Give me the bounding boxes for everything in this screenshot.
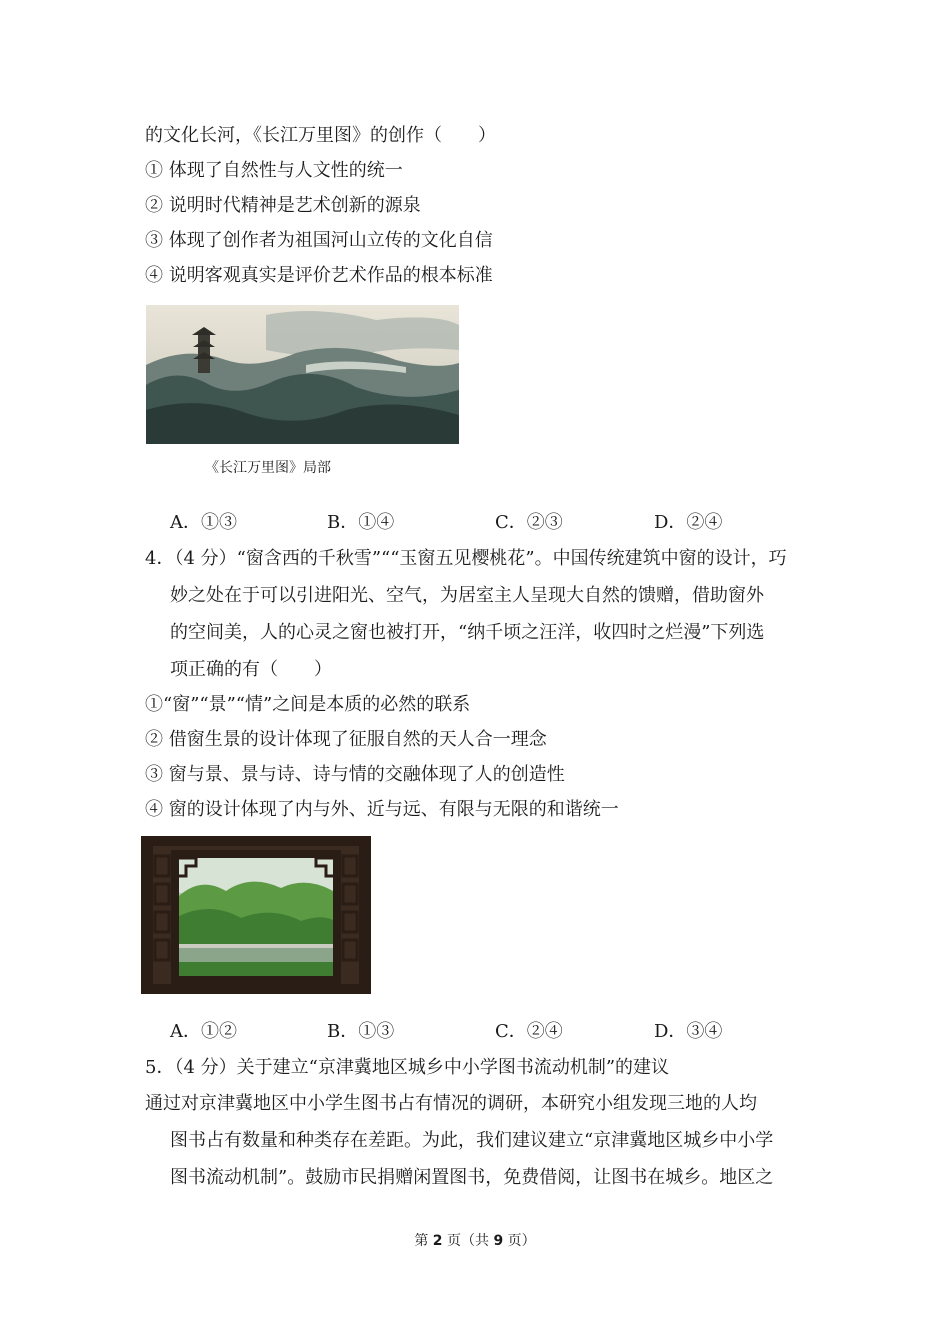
footer-pre: 第: [414, 1233, 429, 1249]
q3-option-b[interactable]: B．①④: [327, 512, 395, 533]
q4-item-3: ③ 窗与景、景与诗、诗与情的交融体现了人的创造性: [145, 764, 565, 785]
q3-option-d[interactable]: D．②④: [654, 512, 723, 533]
q3-item-1: ① 体现了自然性与人文性的统一: [145, 160, 403, 181]
q4-item-2: ② 借窗生景的设计体现了征服自然的天人合一理念: [145, 729, 547, 750]
q4-option-b[interactable]: B．①③: [327, 1021, 395, 1042]
page-footer: [0, 1230, 950, 1250]
q3-item-2: ② 说明时代精神是艺术创新的源泉: [145, 195, 421, 216]
footer-page-number: 2: [432, 1233, 443, 1249]
q4-stem-line-4: 项正确的有（ ）: [170, 659, 332, 680]
q4-stem-line-1: 4．（4 分）“窗含西的千秋雪”““玉窗五见樱桃花”。中国传统建筑中窗的设计，巧: [145, 548, 787, 569]
chinese-window-garden-image: [141, 836, 371, 994]
q4-option-c[interactable]: C．②④: [495, 1021, 563, 1042]
footer-post: 页）: [507, 1233, 536, 1249]
q4-item-1: ①“窗”“景”“情”之间是本质的必然的联系: [145, 694, 471, 715]
q3-item-4: ④ 说明客观真实是评价艺术作品的根本标准: [145, 265, 493, 286]
q4-stem-line-3: 的空间美，人的心灵之窗也被打开，“纳千顷之汪洋，收四时之烂漫”下列选: [170, 622, 765, 643]
q3-option-c[interactable]: C．②③: [495, 512, 563, 533]
footer-mid: 页（共: [447, 1233, 489, 1249]
q5-body-line-3: 图书流动机制”。鼓励市民捐赠闲置图书，免费借阅，让图书在城乡。地区之: [170, 1167, 774, 1188]
q3-option-a[interactable]: A．①③: [170, 512, 237, 533]
q4-stem-line-2: 妙之处在于可以引进阳光、空气，为居室主人呈现大自然的馈赠，借助窗外: [170, 585, 764, 606]
q3-stem-tail: 的文化长河，《长江万里图》的创作（ ）: [145, 125, 496, 146]
q5-body-line-2: 图书占有数量和种类存在差距。为此，我们建议建立“京津冀地区城乡中小学: [170, 1130, 774, 1151]
q5-body-line-1: 通过对京津冀地区中小学生图书占有情况的调研，本研究小组发现三地的人均: [145, 1093, 757, 1114]
yangtze-painting-image: [146, 305, 459, 444]
q5-title: 5．（4 分）关于建立“京津冀地区城乡中小学图书流动机制”的建议: [145, 1057, 670, 1078]
q3-image-caption: 《长江万里图》局部: [205, 460, 331, 476]
q4-option-d[interactable]: D．③④: [654, 1021, 723, 1042]
footer-total-pages: 9: [493, 1233, 504, 1249]
q4-option-a[interactable]: A．①②: [170, 1021, 237, 1042]
q4-item-4: ④ 窗的设计体现了内与外、近与远、有限与无限的和谐统一: [145, 799, 619, 820]
q3-item-3: ③ 体现了创作者为祖国河山立传的文化自信: [145, 230, 493, 251]
